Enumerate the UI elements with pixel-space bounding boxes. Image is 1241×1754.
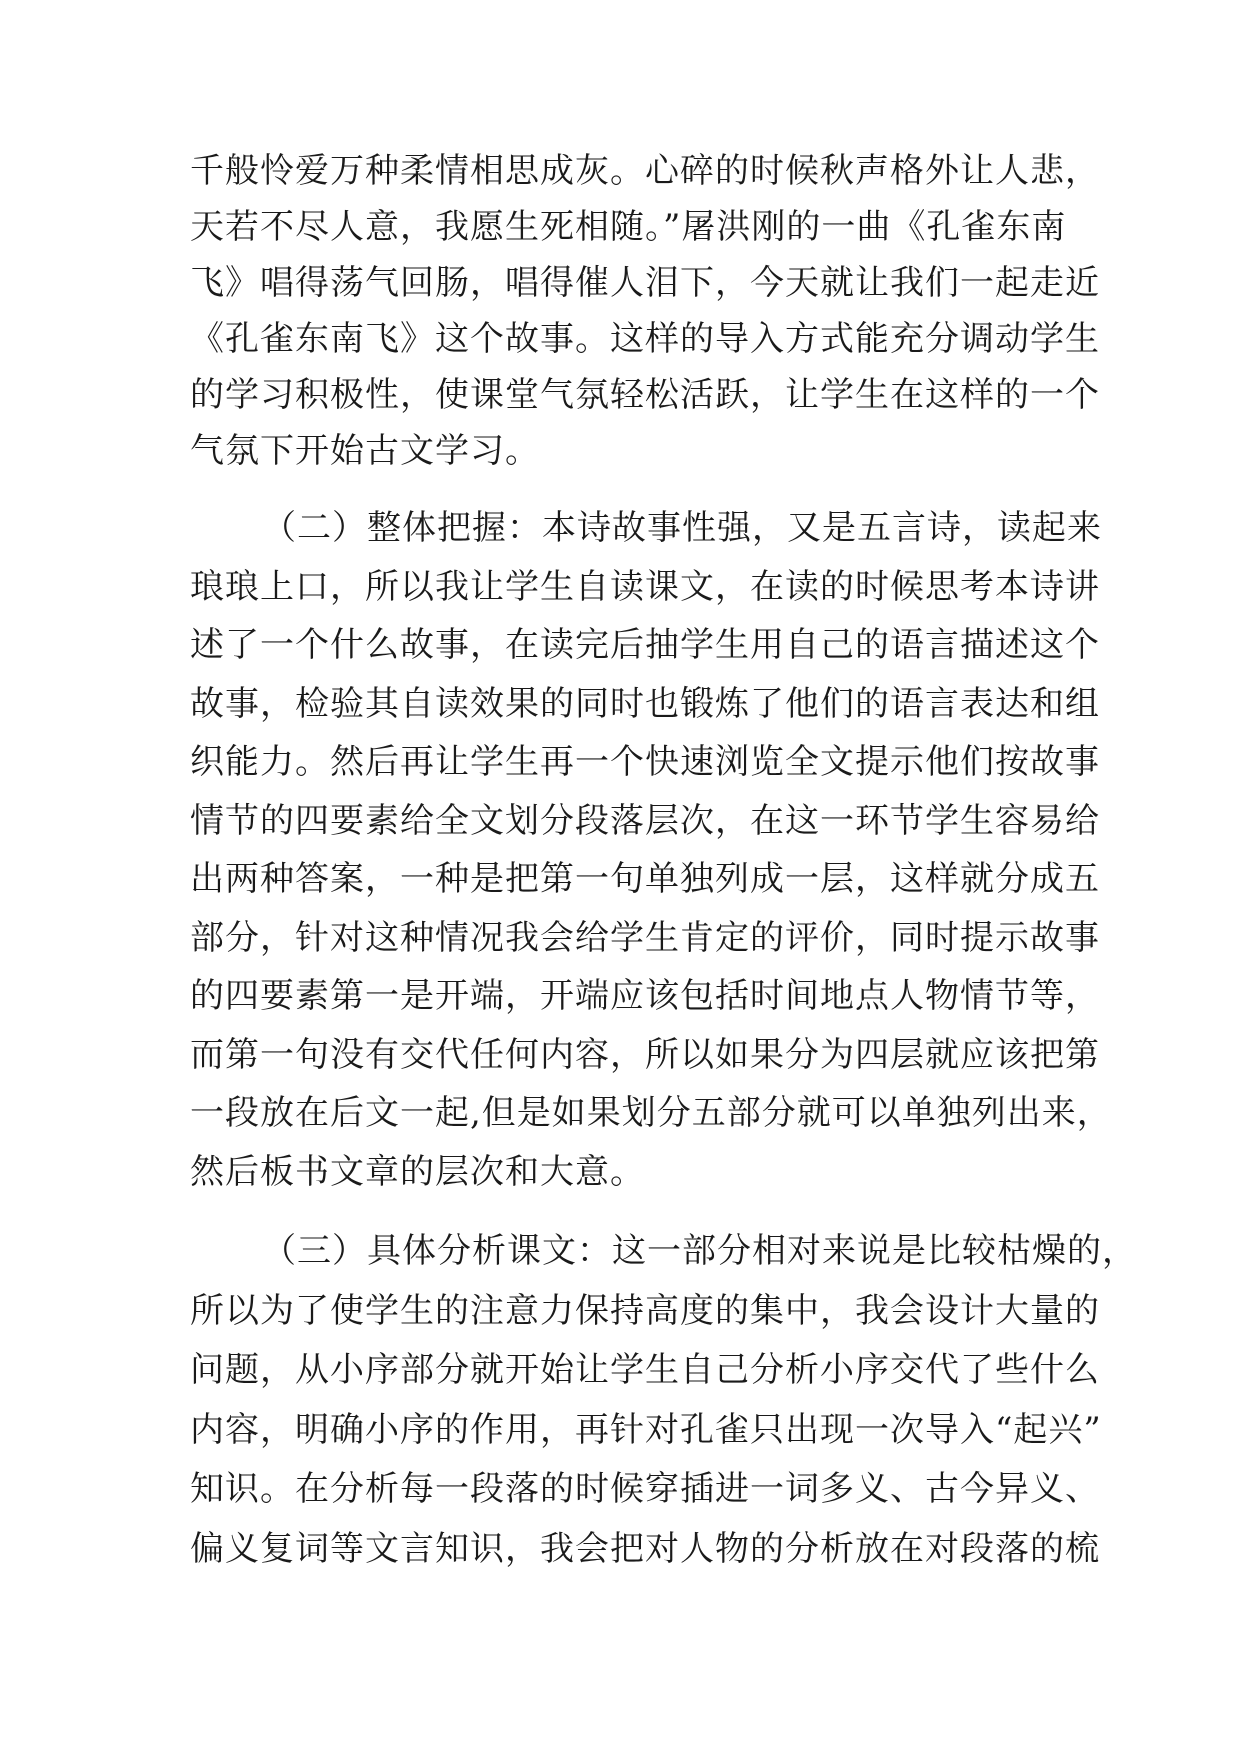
paragraph-1-line-4: 《孔雀东南飞》这个故事。这样的导入方式能充分调动学生 [190,319,1100,359]
paragraph-2-line-2: 琅琅上口，所以我让学生自读课文，在读的时候思考本诗讲 [190,567,1100,607]
paragraph-2-line-7: 出两种答案，一种是把第一句单独列成一层，这样就分成五 [190,859,1100,899]
paragraph-2-line-10: 而第一句没有交代任何内容，所以如果分为四层就应该把第 [190,1035,1100,1075]
paragraph-2-line-4: 故事，检验其自读效果的同时也锻炼了他们的语言表达和组 [190,684,1100,724]
paragraph-3-line-2: 所以为了使学生的注意力保持高度的集中，我会设计大量的 [190,1291,1100,1331]
paragraph-1-line-2: 天若不尽人意，我愿生死相随。”屠洪刚的一曲《孔雀东南 [190,207,1067,247]
paragraph-1-line-1: 千般怜爱万种柔情相思成灰。心碎的时候秋声格外让人悲， [190,151,1100,191]
paragraph-2-line-1: （二）整体把握：本诗故事性强，又是五言诗，读起来 [262,508,1102,548]
paragraph-2-line-8: 部分，针对这种情况我会给学生肯定的评价，同时提示故事 [190,918,1100,958]
paragraph-3-line-1: （三）具体分析课文：这一部分相对来说是比较枯燥的， [262,1231,1137,1271]
paragraph-3-line-5: 知识。在分析每一段落的时候穿插进一词多义、古今异义、 [190,1469,1100,1509]
paragraph-1-line-3: 飞》唱得荡气回肠，唱得催人泪下，今天就让我们一起走近 [190,263,1100,303]
paragraph-3-line-3: 问题，从小序部分就开始让学生自己分析小序交代了些什么 [190,1350,1100,1390]
paragraph-1-line-5: 的学习积极性，使课堂气氛轻松活跃，让学生在这样的一个 [190,375,1100,415]
paragraph-2-line-3: 述了一个什么故事，在读完后抽学生用自己的语言描述这个 [190,625,1100,665]
paragraph-2-line-12: 然后板书文章的层次和大意。 [190,1152,645,1192]
paragraph-2-line-6: 情节的四要素给全文划分段落层次，在这一环节学生容易给 [190,801,1100,841]
paragraph-3-line-6: 偏义复词等文言知识，我会把对人物的分析放在对段落的梳 [190,1529,1100,1569]
paragraph-2-line-9: 的四要素第一是开端，开端应该包括时间地点人物情节等， [190,976,1100,1016]
paragraph-2-line-11: 一段放在后文一起,但是如果划分五部分就可以单独列出来， [190,1093,1112,1133]
paragraph-3-line-4: 内容，明确小序的作用，再针对孔雀只出现一次导入“起兴” [190,1410,1102,1450]
paragraph-1-line-6: 气氛下开始古文学习。 [190,431,540,471]
paragraph-2-line-5: 织能力。然后再让学生再一个快速浏览全文提示他们按故事 [190,742,1100,782]
